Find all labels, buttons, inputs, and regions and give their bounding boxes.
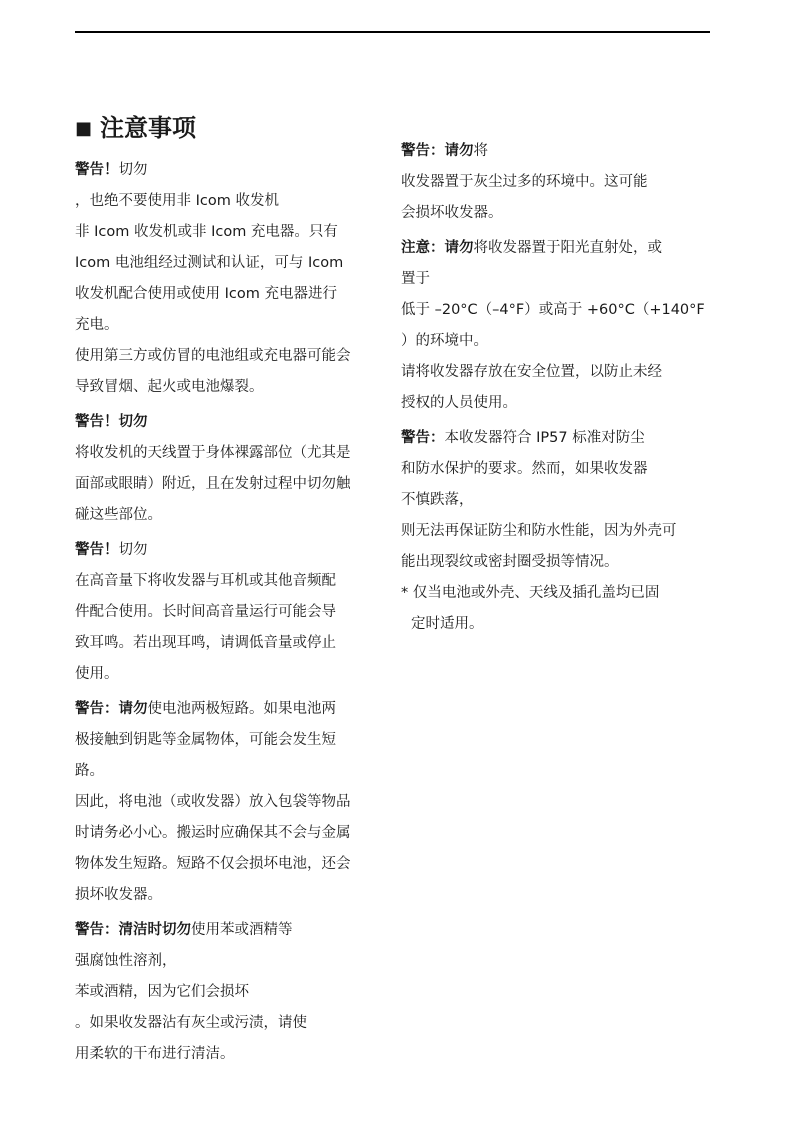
notice-line	[401, 326, 721, 357]
notice-text: 物体发生短路。短路不仅会损坏电池，还会	[75, 856, 351, 872]
notice-line	[401, 578, 721, 609]
notice-text: 请将收发器存放在安全位置，以防止未经	[401, 364, 662, 380]
notice-line	[75, 310, 385, 341]
notice-text: 使用苯或酒精等	[191, 922, 293, 938]
notice-line	[401, 454, 721, 485]
notice-text: 碰这些部位。	[75, 507, 162, 523]
notice-text: 强腐蚀性溶剂，	[75, 953, 177, 969]
notice-text: 本收发器符合 IP57 标准对防尘	[444, 430, 645, 446]
notice-text: Icom 电池组经过测试和认证，可与 Icom	[75, 255, 344, 271]
notice-line	[75, 597, 385, 628]
notice-line	[401, 423, 721, 454]
notice-line	[75, 756, 385, 787]
notice-line	[75, 1008, 385, 1039]
notice-line	[75, 248, 385, 279]
notice-line	[401, 485, 721, 516]
top-rule	[75, 31, 710, 33]
notice-line	[75, 915, 385, 946]
notice-text: 时请务必小心。搬运时应确保其不会与金属	[75, 825, 351, 841]
notice-line	[401, 295, 721, 326]
notice-line	[75, 1039, 385, 1070]
notice-line	[75, 186, 385, 217]
notice-line	[75, 279, 385, 310]
notice-text: * 仅当电池或外壳、天线及插孔盖均已固	[401, 585, 660, 601]
notice-label: 警告！切勿	[75, 414, 148, 430]
notice-text: 苯或酒精，因为它们会损坏	[75, 984, 249, 1000]
notice-text: 件配合使用。长时间高音量运行可能会导	[75, 604, 336, 620]
notice-label: 警告：	[401, 430, 445, 446]
section-heading	[75, 110, 196, 147]
notice-label: 警告：请勿	[401, 143, 474, 159]
notice-text: 和防水保护的要求。然而，如果收发器	[401, 461, 648, 477]
notice-line	[75, 500, 385, 531]
notice-text: 会损坏收发器。	[401, 205, 503, 221]
notice-line	[75, 880, 385, 911]
square-bullet-icon: ■	[75, 118, 93, 139]
notice-text: 使用第三方或仿冒的电池组或充电器可能会	[75, 348, 351, 364]
notice-paragraph	[75, 694, 385, 911]
notice-text: 将收发机的天线置于身体裸露部位（尤其是	[75, 445, 351, 461]
notice-line	[75, 407, 385, 438]
notice-label: 警告：请勿	[75, 701, 148, 717]
notice-text: 。如果收发器沾有灰尘或污渍，请使	[75, 1015, 307, 1031]
notice-text: 充电。	[75, 317, 119, 333]
notice-text: 非 Icom 收发机或非 Icom 充电器。只有	[75, 224, 338, 240]
notice-text: 收发器置于灰尘过多的环境中。这可能	[401, 174, 648, 190]
notice-text: 因此，将电池（或收发器）放入包袋等物品	[75, 794, 351, 810]
notice-text: 切勿	[118, 542, 148, 558]
notice-text: 在高音量下将收发器与耳机或其他音频配	[75, 573, 336, 589]
notice-line	[75, 217, 385, 248]
notice-paragraph	[401, 423, 721, 640]
notice-line	[75, 946, 385, 977]
notice-text: 将收发器置于阳光直射处，或	[473, 240, 662, 256]
notice-text: 收发机配合使用或使用 Icom 充电器进行	[75, 286, 337, 302]
notice-line	[75, 628, 385, 659]
notice-paragraph	[401, 136, 721, 229]
notice-text: 定时适用。	[411, 616, 484, 632]
notice-paragraph	[75, 535, 385, 690]
notice-label: 警告：清洁时切勿	[75, 922, 191, 938]
notice-label: 注意：请勿	[401, 240, 474, 256]
notice-line	[75, 818, 385, 849]
notice-text: 面部或眼睛）附近，且在发射过程中切勿触	[75, 476, 351, 492]
notice-line	[75, 659, 385, 690]
notice-text: 低于 –20°C（–4°F）或高于 +60°C（+140°F	[401, 302, 705, 318]
notice-line	[75, 566, 385, 597]
notice-text: 切勿	[118, 162, 148, 178]
notice-line	[401, 136, 721, 167]
notice-line	[401, 357, 721, 388]
notice-line	[75, 155, 385, 186]
notice-line	[401, 388, 721, 419]
notice-paragraph	[401, 233, 721, 419]
notice-paragraph	[75, 407, 385, 531]
notice-text: 使用。	[75, 666, 119, 682]
notice-text: 使电池两极短路。如果电池两	[147, 701, 336, 717]
notice-line	[75, 787, 385, 818]
notice-line	[401, 167, 721, 198]
notice-line	[75, 535, 385, 566]
notice-label: 警告！	[75, 162, 119, 178]
notice-line	[401, 264, 721, 295]
notice-line	[75, 694, 385, 725]
notice-paragraph	[75, 155, 385, 403]
notice-line	[401, 198, 721, 229]
notice-line	[401, 516, 721, 547]
notice-line	[75, 438, 385, 469]
notice-line	[75, 372, 385, 403]
notice-text: ，也绝不要使用非 Icom 收发机	[75, 193, 279, 209]
notice-text: 能出现裂纹或密封圈受损等情况。	[401, 554, 619, 570]
notice-text: 置于	[401, 271, 430, 287]
notice-line	[75, 341, 385, 372]
notice-text: 路。	[75, 763, 104, 779]
notice-paragraph	[75, 915, 385, 1070]
notice-line	[401, 609, 721, 640]
notice-line	[401, 547, 721, 578]
notice-text: 则无法再保证防尘和防水性能，因为外壳可	[401, 523, 677, 539]
notice-text: 将	[473, 143, 488, 159]
notice-line	[75, 977, 385, 1008]
right-column	[401, 136, 721, 644]
notice-text: 致耳鸣。若出现耳鸣，请调低音量或停止	[75, 635, 336, 651]
notice-text: 导致冒烟、起火或电池爆裂。	[75, 379, 264, 395]
notice-label: 警告！	[75, 542, 119, 558]
notice-text: ）的环境中。	[401, 333, 488, 349]
notice-line	[75, 849, 385, 880]
notice-text: 不慎跌落，	[401, 492, 474, 508]
notice-text: 极接触到钥匙等金属物体，可能会发生短	[75, 732, 336, 748]
notice-text: 损坏收发器。	[75, 887, 162, 903]
notice-text: 授权的人员使用。	[401, 395, 517, 411]
notice-line	[75, 469, 385, 500]
notice-line	[401, 233, 721, 264]
notice-text: 用柔软的干布进行清洁。	[75, 1046, 235, 1062]
notice-line	[75, 725, 385, 756]
section-title: 注意事项	[100, 114, 197, 142]
left-column	[75, 155, 385, 1074]
